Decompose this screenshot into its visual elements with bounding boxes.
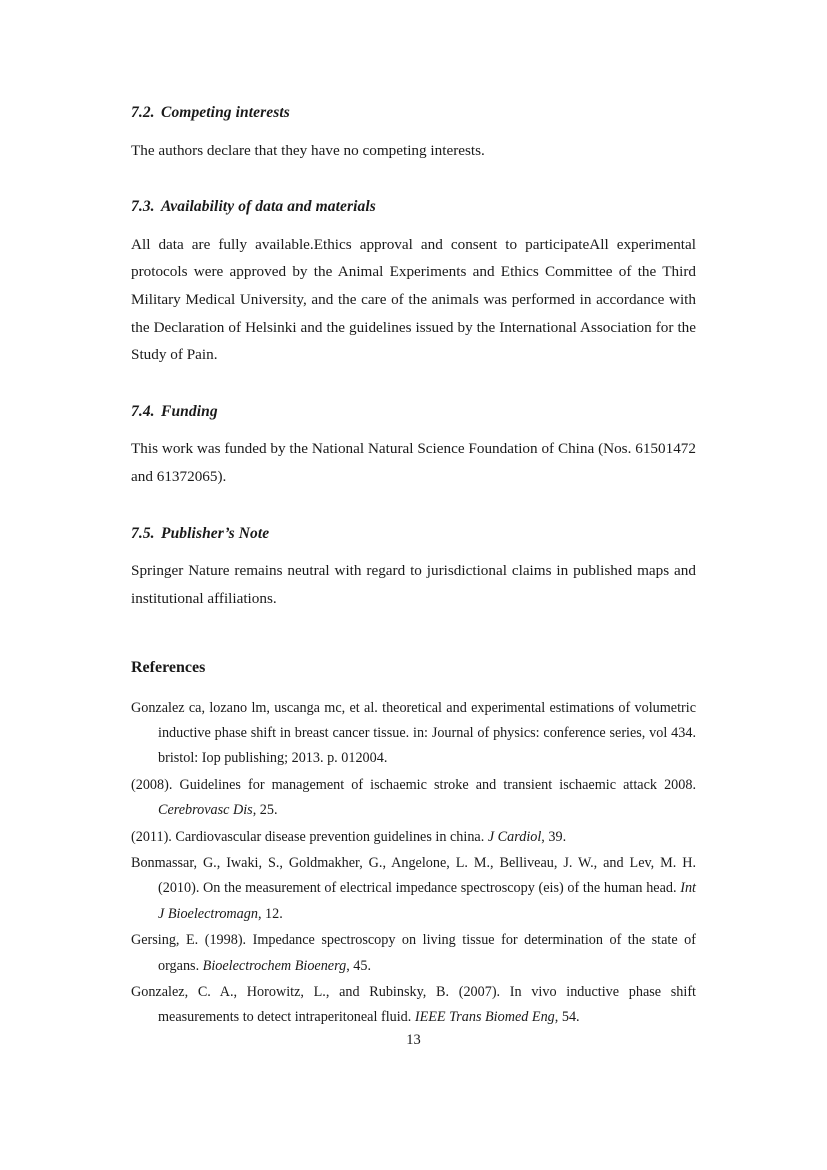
reference-text: Bonmassar, G., Iwaki, S., Goldmakher, G., Angelone, L. M., Belliveau, J. W., and Lev, M. H. (2010). On the measurement of electrical impedance spectroscopy (eis) of the human head.: [131, 854, 696, 897]
reference-item: [131, 773, 696, 824]
reference-tail: , 39.: [541, 828, 567, 845]
reference-item: [131, 825, 696, 850]
references-heading: References: [131, 659, 206, 677]
section-heading: [131, 198, 696, 217]
section-title: Availability of data and materials: [161, 198, 376, 216]
reference-item: [131, 851, 696, 927]
section-number: 7.2.: [131, 104, 155, 121]
section-paragraph: This work was funded by the National Natural Science Foundation of China (Nos. 61501472 and 61372065).: [131, 440, 696, 485]
reference-text: (2011). Cardiovascular disease prevention guidelines in china.: [131, 828, 488, 845]
section-publishers-note: [131, 525, 696, 613]
reference-journal: J Cardiol: [487, 828, 542, 845]
page-content: [131, 104, 696, 1032]
reference-text: Gersing, E. (1998). Impedance spectroscopy on living tissue for determination of the state of organs.: [131, 932, 696, 974]
section-number: 7.4.: [131, 402, 155, 420]
section-paragraph: The authors declare that they have no competing interests.: [131, 141, 485, 159]
section-heading: [131, 403, 696, 422]
section-paragraph: All data are fully available.Ethics approval and consent to participateAll experimental protocols were approved by the Animal Experiments and Ethics Committee of the Third Military Medical University, and the care of the animals was performed in accordance with the Declaration of Helsinki and the guidelines issued by the International Association for the Study of Pain.: [131, 235, 696, 364]
reference-tail: , 12.: [257, 905, 283, 922]
reference-journal: Int J Bioelectromagn: [158, 880, 696, 922]
page-number: 13: [406, 1032, 421, 1048]
reference-list: [131, 696, 696, 1031]
reference-text: Gonzalez, C. A., Horowitz, L., and Rubinsky, B. (2007). In vivo inductive phase shift measurements to detect intraperitoneal fluid.: [131, 983, 696, 1026]
section-competing-interests: [131, 104, 696, 164]
reference-text: (2008). Guidelines for management of ischaemic stroke and transient ischaemic attack 2008.: [131, 776, 696, 793]
section-funding: [131, 403, 696, 491]
reference-tail: , 45.: [346, 957, 372, 974]
section-availability-of-data: [131, 198, 696, 369]
reference-journal: Cerebrovasc Dis: [158, 802, 253, 819]
reference-item: [131, 928, 696, 979]
section-title: Funding: [161, 402, 218, 420]
section-number: 7.3.: [131, 198, 155, 216]
section-title: Competing interests: [161, 104, 290, 121]
reference-tail: , 25.: [252, 802, 278, 819]
references-section: [131, 658, 696, 1030]
reference-tail: , 54.: [554, 1009, 580, 1026]
reference-item: [131, 980, 696, 1031]
section-heading: [131, 525, 696, 544]
section-heading: [131, 104, 696, 123]
section-title: Publisher’s Note: [161, 524, 270, 542]
reference-journal: Bioelectrochem Bioenerg: [202, 957, 347, 974]
section-number: 7.5.: [131, 524, 155, 542]
reference-item: [131, 696, 696, 772]
reference-text: Gonzalez ca, lozano lm, uscanga mc, et al. theoretical and experimental estimations of volumetric inductive phase shift in breast cancer tissue. in: Journal of physics: conference series, vol 434. bristol: Iop publishing; 2013. p. 012004.: [131, 699, 696, 767]
section-paragraph: Springer Nature remains neutral with regard to jurisdictional claims in published maps and institutional affiliations.: [131, 562, 696, 607]
reference-journal: IEEE Trans Biomed Eng: [414, 1009, 555, 1026]
